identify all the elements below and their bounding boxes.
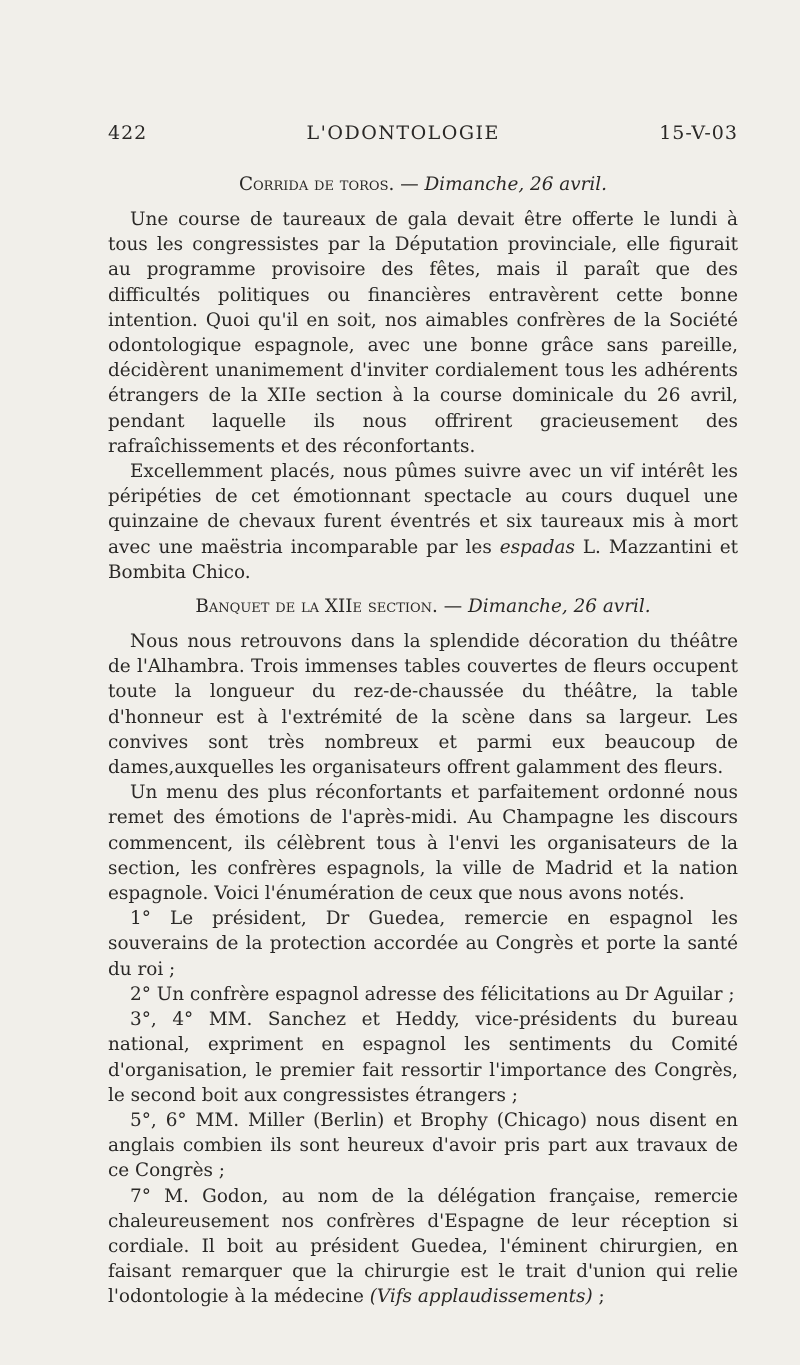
section-heading-dash: — bbox=[437, 596, 468, 618]
section-heading-banquet bbox=[108, 594, 738, 620]
toast-item: 1° Le président, Dr Guedea, remercie en espagnol les souverains de la protection accordée au Congrès et porte la santé du roi ; bbox=[108, 908, 738, 980]
toast-text: ; bbox=[592, 1286, 605, 1308]
running-header bbox=[108, 122, 738, 144]
toast-text: 7° M. Godon, au nom de la délégation française, remercie chaleureusement nos confrères d'Espagne de leur réception si cordiale. Il boit au président Guedea, l'éminent chirurgien, en faisant remarquer que la chirurgie est le trait d'union qui relie l'odontologie à la médecine bbox=[108, 1185, 738, 1308]
toast-item: 3°, 4° MM. Sanchez et Heddy, vice-présidents du bureau national, expriment en espagnol les sentiments du Comité d'organisation, le premier fait ressortir l'importance des Congrès, le second boit aux congressistes étrangers ; bbox=[108, 1009, 738, 1106]
paragraph: Nous nous retrouvons dans la splendide décoration du théâtre de l'Alhambra. Trois immenses tables couvertes de fleurs occupent toute la longueur du rez-de-chaussée du théâtre, la table d'honneur est à l'extrémité de la scène dans sa largeur. Les convives sont très nombreux et parmi eux beaucoup de dames,auxquelles les organisateurs offrent galamment des fleurs. bbox=[108, 631, 738, 779]
italic-term: espadas bbox=[499, 536, 575, 558]
toast-item: 5°, 6° MM. Miller (Berlin) et Brophy (Chicago) nous disent en anglais combien ils sont heureux d'avoir pris part aux travaux de ce Congrès ; bbox=[108, 1109, 738, 1182]
toast-item bbox=[108, 1184, 738, 1310]
paragraph: Une course de taureaux de gala devait être offerte le lundi à tous les congressistes par la Députation provinciale, elle figurait au programme provisoire des fêtes, mais il paraît que des difficultés politiques ou financières entravèrent cette bonne intention. Quoi qu'il en soit, nos aimables confrères de la Société odontologique espagnole, avec une bonne grâce sans pareille, décidèrent unanimement d'inviter cordialement tous les adhérents étrangers de la XIIe section à la course dominicale du 26 avril, pendant laquelle ils nous offrirent gracieusement des rafraîchissements et des réconfortants. bbox=[108, 209, 738, 457]
section-heading-dash: — bbox=[394, 174, 425, 195]
page-body bbox=[108, 172, 738, 1310]
paragraph: Un menu des plus réconfortants et parfaitement ordonné nous remet des émotions de l'après-midi. Au Champagne les discours commencent, ils célèbrent tous à l'envi les organisateurs de la section, les confrères espagnols, la ville de Madrid et la nation espagnole. Voici l'énumération de ceux que nous avons notés. bbox=[108, 782, 738, 905]
issue-date: 15-V-03 bbox=[659, 122, 738, 144]
page-number: 422 bbox=[108, 122, 148, 144]
paragraph bbox=[108, 459, 738, 585]
section-heading-date: Dimanche, 26 avril. bbox=[468, 596, 651, 618]
paragraph-text: L. Mazzantini et Bombita Chico. bbox=[108, 536, 738, 583]
section-heading-corrida bbox=[108, 172, 738, 198]
journal-title: L'ODONTOLOGIE bbox=[306, 122, 500, 144]
paragraph-text: Excellemment placés, nous pûmes suivre avec un vif intérêt les péripéties de cet émotionnant spectacle au cours duquel une quinzaine de chevaux furent éventrés et six taureaux mis à mort avec une maëstria incomparable par les bbox=[108, 461, 738, 558]
section-heading-date: Dimanche, 26 avril. bbox=[424, 174, 608, 195]
toast-item: 2° Un confrère espagnol adresse des félicitations au Dr Aguilar ; bbox=[130, 983, 735, 1005]
section-heading-title: Banquet de la XIIe section. bbox=[195, 596, 438, 618]
section-heading-title: Corrida de toros. bbox=[238, 174, 395, 195]
italic-applause: (Vifs applaudissements) bbox=[369, 1286, 593, 1308]
